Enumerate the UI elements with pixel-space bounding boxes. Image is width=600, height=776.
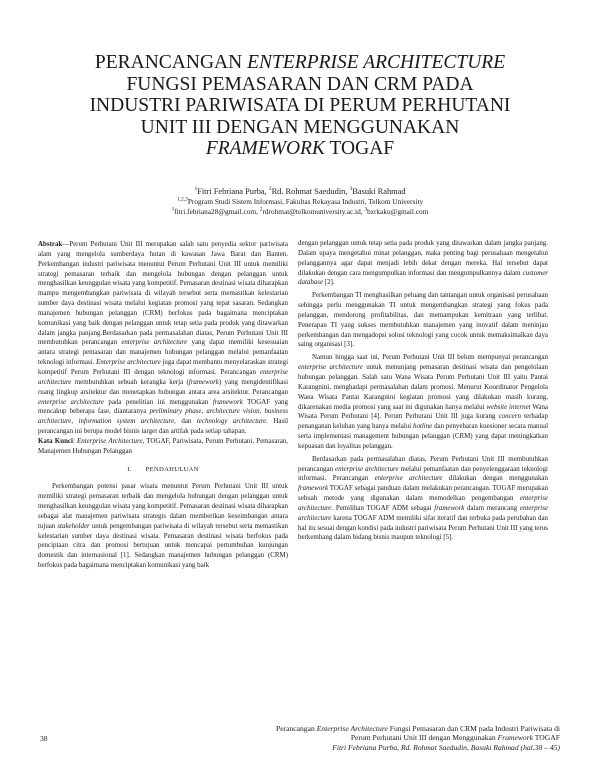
- running-footer: [140, 724, 560, 752]
- right-column: [298, 239, 548, 543]
- footer-line-3: Fitri Febriana Purba, Rd. Rohmat Saedudin, Basuki Rahmad (hal.38 – 45): [332, 742, 560, 752]
- section-heading: I. PENDAHULUAN: [127, 465, 199, 473]
- intro-paragraph-3: Namun hingga saat ini, Perum Perhutani Unit III belum mempunyai perancangan enterprise architecture untuk menunjang pemasaran destinasi wisata dan pengelolaan hubungan pelanggan. Salah satu Wana Wisata Perum Perhutani Unit III yaitu Pantai Karangnini, menghadapi permasalahan dalam promosi. Menurut Koordinator Pengelola Wana Wisata Pantai Karangnini kegiatan promosi yang dilakukan masih kurang, dikarenakan media promosi yang saat ini digunakan hanya melalui website internet Wana Wisata Perum Perhutani [4]. Perum Perhutani Unit III juga kurang concern terhadap penanganan keluhan yang hanya melalui hotline dan penyebaran kuesioner secara manual serta implementasi management hubungan pelanggan (CRM) yang dapat meningkatkan kepuasan dan loyalitas pelanggan.: [298, 353, 548, 450]
- keywords: Kata Kunci: Enterprise Architecture, TOGAF, Pariwisata, Perum Perhutani, Pemasaran, Manajemen Hubungan Pelanggan: [38, 436, 289, 455]
- author-block: [40, 186, 560, 217]
- title-line-5: FRAMEWORK TOGAF: [205, 138, 395, 159]
- intro-paragraph-2: Perkembangan TI menghasilkan peluang dan tantangan untuk organisasi perusahaan sehingga perlu menggunakan TI untuk mengembangkan strategi yang fokus pada pelanggan, mendorong profitabilitas, dan memampukan kemitraan yang terlibat. Penerapan TI yang sukses membutuhkan manajemen yang inovatif dalam meninjau perkembangan dan mengadopsi solusi teknologi yang cocok untuk memaksimalkan daya saing organisasi [3].: [298, 291, 548, 349]
- author-affiliation: $^{1,2,3}$Program Studi Sistem Informasi, Fakultas Rekayasa Industri, Telkom University: [176, 196, 424, 206]
- author-emails: $^1$fitri.febriana28@gmail.com, $^2$rdrohmat@telkomuniversity.ac.id, $^3$bzrkaku@gmail.com: [171, 206, 429, 216]
- abstract: Abstrak—Perum Perhutani Unit III merupakan salah satu penyedia sektor pariwisata alam yang mengelola sumberdaya hutan di kawasan Jawa Barat dan Banten. Perkembangan industri pariwisata menuntut Perum Perhutani Unit III untuk memiliki strategi pemasaran terbaik dan mengelola hubungan dengan pelanggan untuk menghasilkan keunggulan wisata yang kompetitif. Pemasaran destinasi wisata diharapkan mampu mengembangkan pariwisata di wilayah tersebut serta memastikan kelestarian sumber daya destinasi wisata melalui kegiatan promosi yang tepat sasaran. Sedangkan manajemen hubungan pelanggan (CRM) berfokus pada bagaimana menciptakan komunikasi yang baik dengan pelanggan untuk tetap setia pada produk yang ditawarkan dalam jangka panjang.Berdasarkan pada permasalahan diatas, Perum Perhutani Unit III membutuhkan perancangan enterprise architecture yang dapat memiliki kesesuaian antara strategi pemasaran dan manajemen hubungan pelanggan melalui pemanfaatan teknologi informasi. Enterprise architecture juga dapat membantu menyelaraskan strategi kompetitif Perum Perhutani III dengan teknologi informasi. Perancangan enterprise architecture membutuhkan sebuah kerangka kerja (framework) yang mengidentifikasi ruang lingkup arsitektur dan menetapkan hubungan antara area arsitektur. Perancangan enterprise architecture pada penelitian ini menggunakan framework TOGAF yang mencakup beberapa fase, diantaranya preliminary phase, architecture vision, business architecture, information system architecture, dan technology architecture. Hasil perancangan ini berupa model bisnis target dan artifak pada setiap tahapan.: [38, 240, 288, 436]
- email-link-1[interactable]: fitri.febriana28@gmail.com: [174, 207, 257, 216]
- title-line-2: FUNGSI PEMASARAN DAN CRM PADA: [126, 73, 474, 95]
- paper-title: [40, 52, 560, 160]
- page-number: 38: [40, 734, 48, 743]
- email-link-3[interactable]: bzrkaku@gmail.com: [367, 207, 429, 216]
- footer-line-2: Perum Perhutani Unit III dengan Menggunakan Framework TOGAF: [350, 733, 560, 743]
- title-line-3: INDUSTRI PARIWISATA DI PERUM PERHUTANI: [89, 95, 511, 116]
- email-link-2[interactable]: rdrohmat@telkomuniversity.ac.id: [262, 207, 361, 216]
- title-line-1: PERANCANGAN ENTERPRISE ARCHITECTURE: [94, 52, 506, 73]
- footer-line-1: Perancangan Enterprise Architecture Fungsi Pemasaran dan CRM pada Industri Pariwisata di: [275, 724, 560, 733]
- title-line-4: UNIT III DENGAN MENGGUNAKAN: [140, 116, 460, 138]
- intro-paragraph-cont: dengan pelanggan untuk tetap setia pada produk yang ditawarkan dalam jangka panjang. Dalam upaya mengetahui minat pelanggan, maka penting bagi perusahaan mengetahui pelanggannya agar dapat menjadi lebih dekat dengan mereka. Hal tersebut dapat dilakukan dengan cara mengumpulkan informasi dan mengumpulkannya dalam customer database [2].: [298, 239, 548, 287]
- left-column: [38, 240, 288, 571]
- intro-paragraph-4: Berdasarkan pada permasalahan diatas, Perum Perhutani Unit III membutuhkan perancangan enterprise architecture melalui pemanfaatan dan penyelenggaraan teknologi informasi. Perancangan enterprise architecture dilakukan dengan menggunakan framework TOGAF sebagai panduan dalam melakukan perancangan. TOGAF merupakan sebuah metode yang digunakan dalam memodelkan pengembangan enterprise architecture. Pemilihan TOGAF ADM sebagai framework dalam merancang enterprise architecture karena TOGAF ADM memiliki sifat iteratif dan terbuka pada perubahan dan hal itu sesuai dengan kondisi pada industri pariwisata Perum Perhutani Unit III yang terus berkembang dalam bidang bisnis maupun teknologi [5].: [298, 454, 548, 542]
- author-names: $^1$Fitri Febriana Purba, $^2$Rd. Rohmat Saedudin, $^3$Basuki Rahmad: [194, 186, 406, 196]
- intro-paragraph-1: Perkembangan potensi pasar wisata menuntut Perum Perhutani Unit III untuk memiliki strategi pemasaran terbaik dan mengelola hubungan dengan pelanggan untuk menghasilkan keunggulan wisata yang kompetitif. Pemasaran destinasi wisata diharapkan sebagai alat manajemen pariwisata strategis dalam memberikan keseimbangan antara tujuan stakeholder untuk pengembangan pariwisata di wilayah tersebut serta memastikan kelestarian sumber daya destinasi wisata. Pemasaran destinasi wisata berfokus pada penciptaan citra dan promosi bertujuan untuk mencapai pertumbuhan kunjungan domestik dan internasional [1]. Sedangkan manajemen hubungan pelanggan (CRM) berfokus pada bagaimana menciptakan komunikasi yang baik: [38, 482, 289, 570]
